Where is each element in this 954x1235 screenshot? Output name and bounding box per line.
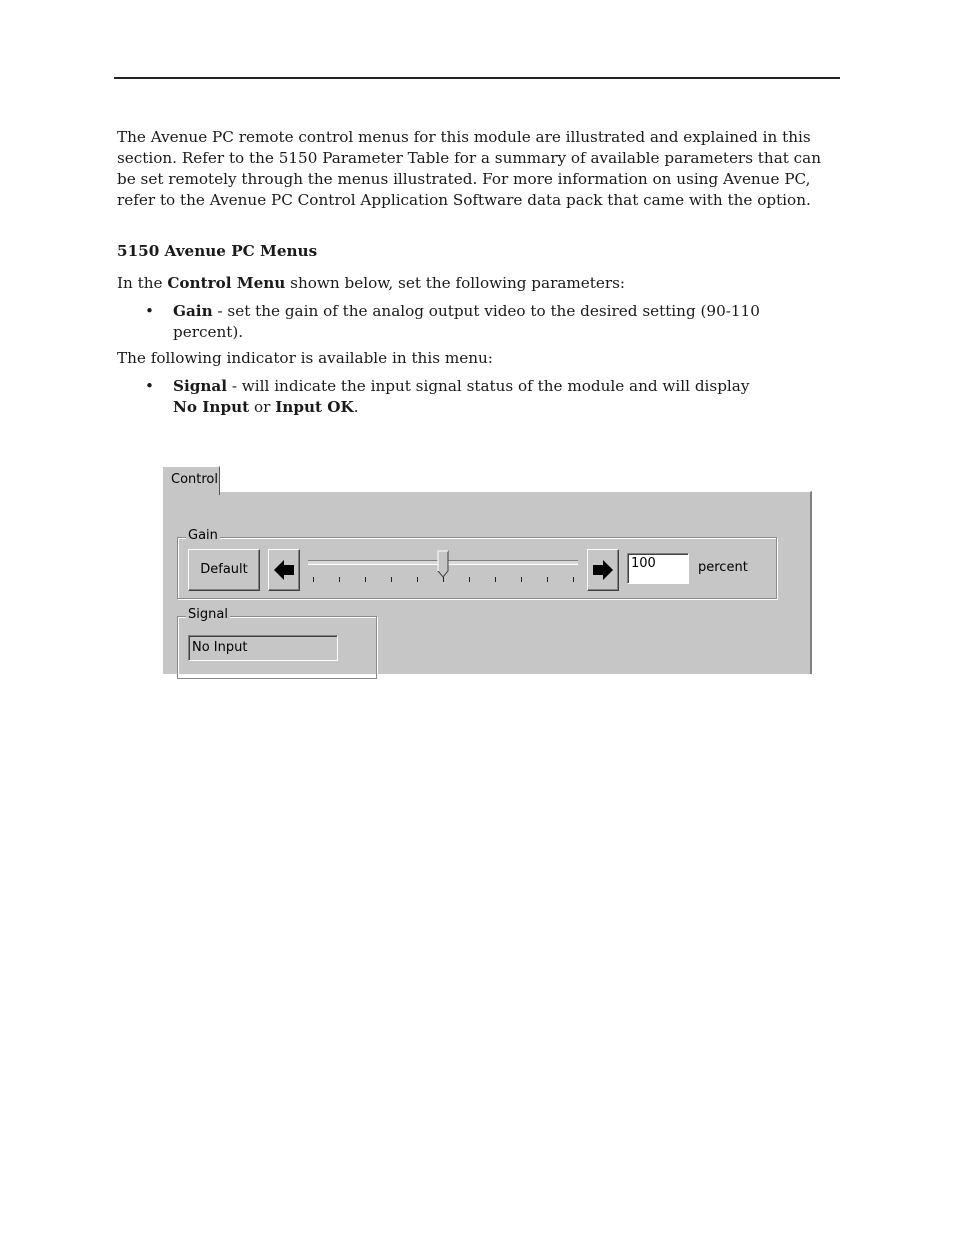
control-intro-paragraph — [117, 273, 842, 294]
control-panel-screenshot — [162, 463, 812, 674]
no-input-term: No Input — [173, 398, 250, 416]
gain-unit-label: percent — [698, 560, 748, 575]
bullet-signal-body — [173, 376, 813, 418]
gain-decrease-button[interactable] — [268, 549, 300, 591]
header-rule — [114, 77, 840, 79]
gain-value-input[interactable]: 100 — [627, 553, 689, 584]
section-heading: 5150 Avenue PC Menus — [117, 242, 318, 260]
gain-group — [177, 528, 777, 599]
signal-joiner: or — [249, 398, 276, 416]
left-arrow-icon — [272, 558, 296, 582]
bullet-gain-body — [173, 301, 813, 343]
signal-status-field: No Input — [188, 635, 338, 661]
slider-tick — [417, 577, 418, 582]
control-menu-term: Control Menu — [167, 274, 286, 292]
slider-tick — [443, 577, 444, 582]
slider-tick — [495, 577, 496, 582]
control-intro-before: In the — [117, 274, 168, 292]
signal-group — [177, 607, 377, 679]
signal-end: . — [353, 398, 359, 416]
slider-tick — [521, 577, 522, 582]
tab-body — [162, 491, 812, 674]
bullet-dot: • — [145, 377, 154, 395]
right-arrow-icon — [591, 558, 615, 582]
slider-tick — [391, 577, 392, 582]
slider-tick — [365, 577, 366, 582]
signal-group-label: Signal — [188, 607, 228, 622]
gain-slider-thumb[interactable] — [437, 550, 449, 578]
intro-text: The Avenue PC remote control menus for this module are illustrated and explained in this section. Refer to the 5150 Parameter Table for a summary of available parameters that can be set remotely through the menus illustrated. For more information on using Avenue PC, refer to the Avenue PC Control Application Software data pack that came with the option. — [117, 128, 822, 209]
gain-group-label: Gain — [188, 528, 218, 543]
indicator-intro-paragraph: The following indicator is available in this menu: — [117, 349, 493, 367]
gain-description: - set the gain of the analog output video to the desired setting (90-110 percent). — [173, 302, 760, 341]
bullet-dot: • — [145, 302, 154, 320]
control-intro-after: shown below, set the following parameters: — [285, 274, 626, 292]
slider-tick — [313, 577, 314, 582]
signal-term: Signal — [173, 377, 228, 395]
intro-paragraph — [117, 127, 842, 211]
input-ok-term: Input OK — [275, 398, 354, 416]
gain-increase-button[interactable] — [587, 549, 619, 591]
slider-tick — [573, 577, 574, 582]
gain-term: Gain — [173, 302, 213, 320]
signal-description: - will indicate the input signal status of the module and will display — [227, 377, 750, 395]
default-button[interactable]: Default — [188, 549, 260, 591]
slider-tick — [547, 577, 548, 582]
tab-control[interactable]: Control — [162, 466, 220, 495]
slider-tick — [339, 577, 340, 582]
slider-tick — [469, 577, 470, 582]
